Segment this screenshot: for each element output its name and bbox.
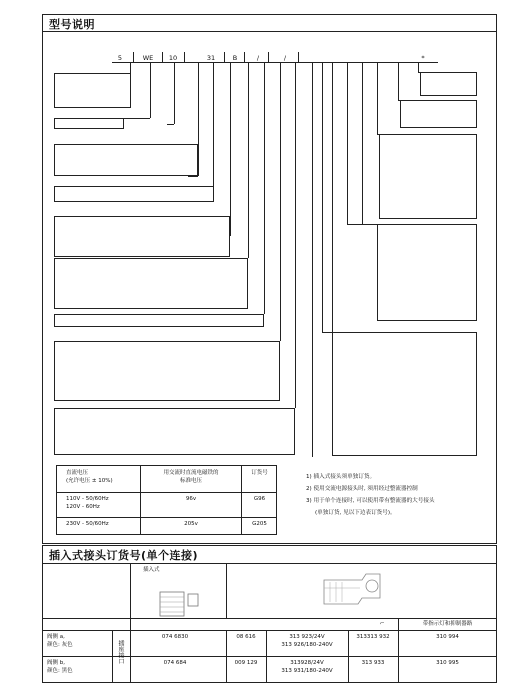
connector-row-2-c4: 313 933 bbox=[361, 660, 385, 666]
section-title-connector: 插入式接头订货号(单个连接) bbox=[49, 549, 199, 562]
desc-box-r1 bbox=[420, 72, 477, 96]
connector-row-1-c4: 313313 932 bbox=[356, 634, 390, 640]
side-label: 插座接口 bbox=[117, 640, 124, 664]
voltage-row-1-standard: 96v bbox=[185, 496, 197, 502]
note-3: 3) 用于单个连接时, 可以使用带有整流器的大号接头 bbox=[306, 498, 435, 504]
connector-drawing-large bbox=[322, 568, 384, 608]
code-segment-slash-2: / bbox=[283, 54, 287, 62]
code-segment-star: * bbox=[421, 54, 425, 62]
connector-row-2-c2: 009 129 bbox=[234, 660, 258, 666]
code-segment-b: B bbox=[232, 54, 238, 62]
connector-row-2-c3: 313928/24V 313 931/180-240V bbox=[281, 660, 333, 674]
desc-box-1 bbox=[54, 73, 131, 108]
connector-row-2-name: 阀侧 b, 颜色: 黑色 bbox=[47, 660, 73, 674]
connector-row-1-c2: 08 616 bbox=[236, 634, 256, 640]
connector-row-1-c5: 310 994 bbox=[436, 634, 459, 640]
desc-box-2 bbox=[54, 118, 124, 129]
note-1: 1) 插入式接头须单独订货。 bbox=[306, 474, 376, 480]
connector-image-label: 插入式 bbox=[143, 567, 160, 573]
voltage-row-2-standard: 205v bbox=[184, 521, 198, 527]
connector-row-1-name: 阀侧 a, 颜色: 灰色 bbox=[47, 634, 73, 648]
th-dc-voltage: 直流电压 (允许电压 ± 10%) bbox=[66, 470, 113, 484]
connector-row-2-c1: 074 684 bbox=[163, 660, 187, 666]
voltage-row-2-values: 230V - 50/60Hz bbox=[66, 521, 109, 527]
desc-box-5 bbox=[54, 216, 230, 257]
connector-row-1-c3: 313 923/24V 313 926/180-240V bbox=[281, 634, 333, 648]
desc-box-4 bbox=[54, 186, 214, 202]
desc-box-3 bbox=[54, 144, 198, 176]
connector-row-2-c5: 310 995 bbox=[436, 660, 459, 666]
th-order-no: 订货号 bbox=[251, 470, 268, 476]
desc-box-7 bbox=[54, 314, 264, 327]
connector-title-divider bbox=[42, 563, 497, 564]
indicator-header: 带指示灯和抑制器路 bbox=[422, 621, 473, 627]
desc-box-6 bbox=[54, 258, 248, 309]
connector-row-1-c1: 074 6830 bbox=[161, 634, 189, 640]
desc-box-9 bbox=[54, 408, 295, 455]
section-title-model: 型号说明 bbox=[49, 18, 95, 31]
code-segment-10: 10 bbox=[168, 54, 178, 62]
connector-drawing-small bbox=[158, 590, 208, 618]
th-standard-voltage: 用交流时直流电磁铁的 标准电压 bbox=[163, 470, 219, 484]
voltage-row-1-values: 110V - 50/60Hz 120V - 60Hz bbox=[66, 496, 109, 510]
note-2: 2) 使用交流电源接头时, 须用经过整流器控制 bbox=[306, 486, 418, 492]
code-segment-31: 31 bbox=[206, 54, 216, 62]
desc-box-r5 bbox=[332, 332, 477, 456]
note-3-cont: (单独订货, 见以下边表订货号)。 bbox=[315, 510, 396, 516]
desc-box-r2 bbox=[400, 100, 477, 128]
code-segment-slash-1: / bbox=[256, 54, 260, 62]
section-title-divider bbox=[42, 31, 497, 32]
voltage-row-2-order: G205 bbox=[252, 521, 267, 527]
code-segment-5: 5 bbox=[117, 54, 123, 62]
model-code-baseline bbox=[112, 62, 438, 63]
desc-box-r4 bbox=[377, 224, 477, 321]
voltage-row-1-order: G96 bbox=[253, 496, 266, 502]
desc-box-r3 bbox=[379, 134, 477, 219]
desc-box-8 bbox=[54, 341, 280, 401]
code-segment-we: WE bbox=[142, 54, 154, 62]
